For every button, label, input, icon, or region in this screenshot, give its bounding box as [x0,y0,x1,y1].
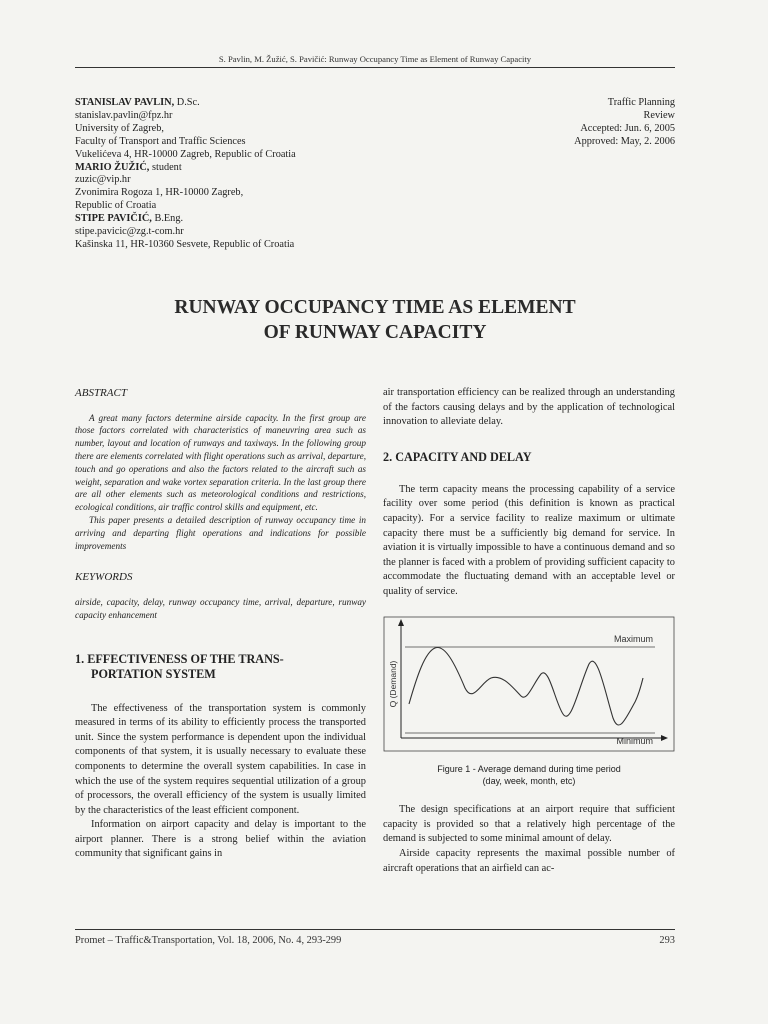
figure-1-caption [383,763,675,787]
author-3-name: STIPE PAVIČIĆ, [75,213,152,225]
author-3 [75,213,405,226]
section-2-paragraph-1: The term capacity means the processing capability of a service facility over some period (this definition is known as practical capacity). For a service facility to realize maximum or ultimate capacity there must be a sufficiently big demand for service. In aviation it is virtually impossible to have a continuous demand and so the planner is faced with a problem of providing sufficient capacity to accommodate the fluctuating demand with an acceptable level or quality of service. [383,483,675,597]
footer-citation: Promet – Traffic&Transportation, Vol. 18, 2006, No. 4, 293-299 [75,935,342,946]
author-2-title: student [149,161,182,173]
title-line-1: RUNWAY OCCUPANCY TIME AS ELEMENT [174,297,576,318]
minimum-label: Minimum [616,735,653,746]
author-3-title: B.Eng. [151,213,184,225]
right-column [383,386,675,876]
left-column [75,386,366,862]
figure-1-caption-line-2: (day, week, month, etc) [482,776,576,787]
header-rule [75,67,675,68]
article-type: Review [643,109,675,121]
section-1-heading [75,652,366,682]
running-head: S. Pavlin, M. Žužić, S. Pavičić: Runway Occupancy Time as Element of Runway Capacity [218,54,532,64]
maximum-label: Maximum [613,633,653,644]
section-1-paragraph-1: The effectiveness of the transportation system is commonly measured in terms of its ability to efficiently process the transported unit. Since the system performance is dependent upon the individual components of that system, it is usually necessary to evaluate these components to determine the overall system capabilities. In case in which the use of the system requires sequential utilization of a group of processors, the overall efficiency of the system is usually limited by the characteristics of the least efficient component. [75,702,366,816]
accepted-date: Accepted: Jun. 6, 2005 [580,122,675,134]
article-title [75,296,675,345]
x-axis-arrow [661,735,668,741]
keywords-heading: KEYWORDS [75,571,133,584]
author-1-name: STANISLAV PAVLIN, [75,97,175,108]
page-number: 293 [659,935,675,946]
author-2-email: zuzic@vip.hr [75,174,131,186]
title-line-2: OF RUNWAY CAPACITY [263,321,487,343]
section-1-paragraph-2: Information on airport capacity and delay is important to the airport planner. There is a strong belief within the aviation community that significant gains in [75,819,366,860]
approved-date: Approved: May, 2. 2006 [574,135,675,147]
abstract-heading: ABSTRACT [75,387,127,399]
figure-1 [383,616,675,788]
footer-rule [75,929,675,930]
y-axis-arrow [398,619,404,626]
author-1-affiliation: University of Zagreb, [75,122,164,134]
author-2 [75,162,405,175]
abstract-paragraph-1: A great many factors determine airside capacity. In the first group are those factors correlated with characteristics of maneuvring area such as number, layout and location of runways and taxiways. In the following group there are elements correlated with flight operations such as arrival, departure, touch and go operations and also the factors related to the aircraft such as weight, separation and wake vortex separation criteria. In the last group there are all other elements such as meteorological conditions and restrictions, ecological conditions, air traffic control skills and equipment, etc. [75,412,366,513]
demand-curve-figure [383,616,675,752]
author-block [75,97,405,252]
author-2-country: Republic of Croatia [75,200,157,212]
journal-section: Traffic Planning [607,97,675,108]
author-1-email: stanislav.pavlin@fpz.hr [75,109,173,121]
author-1-address: Vukelićeva 4, HR-10000 Zagreb, Republic of Croatia [75,148,296,160]
abstract-paragraph-2: This paper presents a detailed description of runway occupancy time in arriving and departing flight operations and indications for possible improvements [75,514,366,551]
demand-curve [409,647,643,725]
y-axis-label: Q (Demand) [388,660,398,707]
section-2-paragraph-3: Airside capacity represents the maximal possible number of aircraft operations that an airfield can ac- [383,847,675,874]
author-2-name: MARIO ŽUŽIĆ, [75,161,150,173]
continued-paragraph: air transportation efficiency can be realized through an understanding of the factors causing delays and by the application of technological innovation to alleviate delay. [383,387,675,428]
author-2-address: Zvonimira Rogoza 1, HR-10000 Zagreb, [75,187,244,199]
author-3-address: Kašinska 11, HR-10360 Sesvete, Republic of Croatia [75,238,295,250]
section-1-heading-line-2: PORTATION SYSTEM [91,666,216,681]
author-1-title: D.Sc. [174,97,200,108]
author-1 [75,97,405,110]
section-2-heading: 2. CAPACITY AND DELAY [383,449,532,464]
section-2-paragraph-2: The design specifications at an airport require that sufficient capacity is provided so that a relatively high percentage of the demand is subjected to some minimal amount of delay. [383,804,675,845]
keywords-text: airside, capacity, delay, runway occupancy time, arrival, departure, runway capacity enhancement [75,596,366,620]
figure-1-caption-line-1: Figure 1 - Average demand during time period [437,764,621,775]
author-1-faculty: Faculty of Transport and Traffic Sciences [75,135,246,147]
section-1-heading-line-1: 1. EFFECTIVENESS OF THE TRANS- [75,651,284,666]
author-3-email: stipe.pavicic@zg.t-com.hr [75,226,184,238]
article-meta [455,97,675,149]
